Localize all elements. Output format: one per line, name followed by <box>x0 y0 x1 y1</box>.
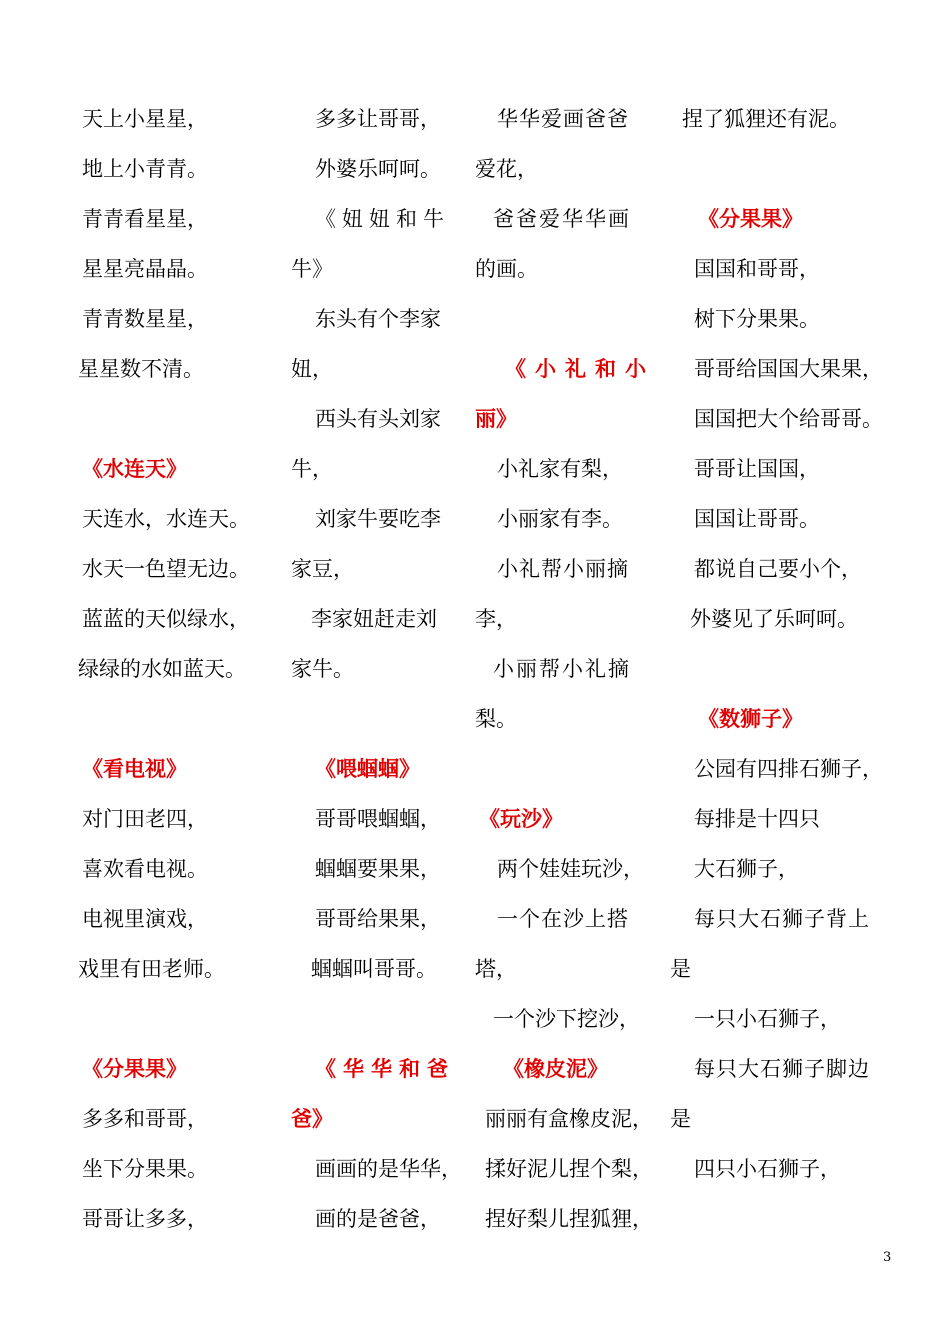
poem-line: 外婆见了乐呵呵。 <box>690 607 858 631</box>
poem-line: 青青数星星， <box>82 307 208 331</box>
poem-line: 哥哥让国国， <box>694 457 820 481</box>
poem-line: 两个娃娃玩沙， <box>497 857 644 881</box>
poem-line: 地上小青青。 <box>82 157 208 181</box>
poem-line: 四只小石狮子， <box>694 1157 841 1181</box>
poem-line: 揉好泥儿捏个梨， <box>485 1157 653 1181</box>
poem-line: 蝈蝈要果果， <box>315 857 441 881</box>
poem-line: 哥哥给国国大果果， <box>694 357 883 381</box>
column-1 <box>78 94 268 1244</box>
poem-line: 家牛。 <box>291 657 354 681</box>
poem-line: 电视里演戏， <box>82 907 208 931</box>
spacer <box>78 394 268 444</box>
spacer <box>291 694 469 744</box>
poem-line: 小礼帮小丽摘 <box>497 557 629 581</box>
poem-line: 小丽家有李。 <box>497 507 623 531</box>
poem-title: 《数狮子》 <box>698 707 803 731</box>
poem-line: 哥哥喂蝈蝈， <box>315 807 441 831</box>
poem-title: 《玩沙》 <box>479 807 563 831</box>
poem-line: 水天一色望无边。 <box>82 557 250 581</box>
poem-line: 是 <box>670 1107 691 1131</box>
poem-line: 牛》 <box>291 257 333 281</box>
poem-line: 捏了狐狸还有泥。 <box>682 107 850 131</box>
spacer <box>78 994 268 1044</box>
spacer <box>475 294 665 344</box>
poem-line: 西头有头刘家 <box>315 407 441 431</box>
poem-line: 大石狮子， <box>694 857 799 881</box>
poem-line: 都说自己要小个， <box>694 557 862 581</box>
poem-title: 《水连天》 <box>82 457 187 481</box>
page-number: 3 <box>883 1250 892 1265</box>
poem-line: 多多和哥哥， <box>82 1107 208 1131</box>
poem-line: 小礼家有梨， <box>497 457 623 481</box>
poem-line: 每排是十四只 <box>694 807 820 831</box>
poem-title: 《看电视》 <box>82 757 187 781</box>
spacer <box>78 694 268 744</box>
poem-title: 《分果果》 <box>82 1057 187 1081</box>
poem-line: 喜欢看电视。 <box>82 857 208 881</box>
column-2 <box>291 94 469 1244</box>
poem-line: 外婆乐呵呵。 <box>315 157 441 181</box>
poem-line: 画画的是华华， <box>315 1157 462 1181</box>
spacer <box>291 994 469 1044</box>
poem-line: 对门田老四， <box>82 807 208 831</box>
poem-line: 的画。 <box>475 257 538 281</box>
poem-title: 《橡皮泥》 <box>503 1057 608 1081</box>
poem-line: 捏好梨儿捏狐狸， <box>485 1207 653 1231</box>
column-3 <box>475 94 665 1244</box>
poem-line: 丽丽有盒橡皮泥， <box>485 1107 653 1131</box>
poem-line: 爱花， <box>475 157 538 181</box>
poem-line: 青青看星星， <box>82 207 208 231</box>
poem-line: 李家妞赶走刘 <box>311 607 437 631</box>
poem-line: 东头有个李家 <box>315 307 441 331</box>
spacer <box>475 744 665 794</box>
poem-title: 丽》 <box>475 407 517 431</box>
poem-line: 牛， <box>291 457 333 481</box>
poem-line: 天连水，水连天。 <box>82 507 250 531</box>
poem-line: 蝈蝈叫哥哥。 <box>311 957 437 981</box>
poem-line: 星星亮晶晶。 <box>82 257 208 281</box>
column-4 <box>670 94 910 1194</box>
poem-line: 华华爱画爸爸 <box>497 107 629 131</box>
poem-line: 哥哥给果果， <box>315 907 441 931</box>
poem-line: 绿绿的水如蓝天。 <box>78 657 246 681</box>
poem-line: 《妞妞和牛 <box>315 207 450 231</box>
poem-line: 公园有四排石狮子， <box>694 757 883 781</box>
poem-line: 树下分果果。 <box>694 307 820 331</box>
spacer <box>670 144 910 194</box>
poem-title: 爸》 <box>291 1107 333 1131</box>
poem-line: 小丽帮小礼摘 <box>493 657 631 681</box>
poem-line: 天上小星星， <box>82 107 208 131</box>
poem-line: 塔， <box>475 957 517 981</box>
poem-line: 国国把大个给哥哥。 <box>694 407 883 431</box>
poem-line: 梨。 <box>475 707 517 731</box>
poem-line: 国国让哥哥。 <box>694 507 820 531</box>
poem-title: 《华华和爸 <box>315 1057 455 1081</box>
poem-title: 《喂蝈蝈》 <box>315 757 420 781</box>
poem-line: 一个沙下挖沙， <box>493 1007 640 1031</box>
poem-title: 《分果果》 <box>698 207 803 231</box>
poem-line: 爸爸爱华华画 <box>493 207 631 231</box>
poem-line: 每只大石狮子背上 <box>694 907 870 931</box>
poem-line: 戏里有田老师。 <box>78 957 225 981</box>
poem-line: 家豆， <box>291 557 354 581</box>
poem-line: 哥哥让多多， <box>82 1207 208 1231</box>
spacer <box>670 644 910 694</box>
poem-line: 坐下分果果。 <box>82 1157 208 1181</box>
poem-line: 每只大石狮子脚边 <box>694 1057 870 1081</box>
poem-line: 李， <box>475 607 517 631</box>
poem-line: 蓝蓝的天似绿水， <box>82 607 250 631</box>
poem-line: 多多让哥哥， <box>315 107 441 131</box>
poem-line: 是 <box>670 957 691 981</box>
poem-line: 星星数不清。 <box>78 357 204 381</box>
poem-line: 一个在沙上搭 <box>497 907 629 931</box>
poem-line: 国国和哥哥， <box>694 257 820 281</box>
poem-line: 妞， <box>291 357 333 381</box>
poem-line: 刘家牛要吃李 <box>315 507 441 531</box>
poem-title: 《小礼和小 <box>505 357 655 381</box>
poem-line: 一只小石狮子， <box>694 1007 841 1031</box>
poem-line: 画的是爸爸， <box>315 1207 441 1231</box>
